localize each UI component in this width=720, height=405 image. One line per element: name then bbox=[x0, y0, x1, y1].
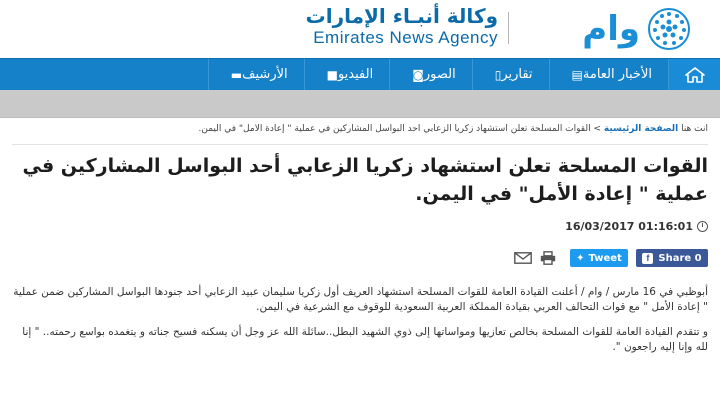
nav-item-label: الفيديو bbox=[337, 67, 374, 82]
logo[interactable] bbox=[582, 6, 692, 52]
article-paragraph: و تتقدم القيادة العامة للقوات المسلحة بخالص تعازيها ومواساتها إلى ذوي الشهيد البطل..سائلة الله عز وجل أن يسكنه فسيح جناته و يتغمده بواسع رحمته.. " إنا لله وإنا إليه راجعون ". bbox=[22, 326, 708, 353]
main-nav bbox=[0, 58, 720, 90]
sub-nav-bar bbox=[0, 90, 720, 118]
facebook-icon: f bbox=[642, 253, 653, 264]
brand-block[interactable] bbox=[262, 4, 498, 48]
tweet-label: Tweet bbox=[588, 252, 622, 264]
nav-home[interactable] bbox=[668, 59, 720, 90]
nav-item-video[interactable] bbox=[304, 59, 390, 90]
video-icon: ■ bbox=[326, 67, 338, 82]
logo-globe-icon bbox=[646, 6, 692, 52]
clock-icon bbox=[697, 221, 708, 232]
date-text: 16/03/2017 01:16:01 bbox=[565, 220, 693, 233]
nav-item-general-news[interactable] bbox=[549, 59, 668, 90]
print-icon[interactable] bbox=[540, 251, 556, 265]
nav-item-label: الأخبار العامة bbox=[582, 67, 652, 82]
home-icon bbox=[685, 67, 705, 83]
email-icon[interactable] bbox=[514, 252, 532, 264]
header-divider bbox=[508, 12, 509, 44]
nav-item-photos[interactable] bbox=[389, 59, 472, 90]
breadcrumb bbox=[8, 124, 708, 134]
newspaper-icon: ▤ bbox=[571, 67, 583, 82]
breadcrumb-current: القوات المسلحة تعلن استشهاد زكريا الزعابي أحد البواسل المشاركين في عملية " إعادة الأمل" في اليمن. bbox=[198, 124, 591, 134]
facebook-share-button[interactable] bbox=[636, 249, 708, 267]
camera-icon: ◙ bbox=[412, 67, 424, 82]
breadcrumb-prefix: انت هنا bbox=[681, 124, 708, 134]
folder-icon: ▬ bbox=[230, 67, 243, 82]
brand-english-name: Emirates News Agency bbox=[313, 28, 498, 47]
article-date bbox=[565, 220, 708, 233]
nav-item-reports[interactable] bbox=[472, 59, 549, 90]
facebook-share-label: Share 0 bbox=[658, 252, 702, 264]
article-paragraph: أبوظبي في 16 مارس / وام / أعلنت القيادة العامة للقوات المسلحة استشهاد العريف أول زكريا سليمان عبيد الزعابي أحد جنودها البواسل المشاركين ضمن عملية " إعادة الأمل " مع قوات التحالف العربي بقيادة المملكة العربية السعودية للوقوف مع الشرعية في اليمن. bbox=[13, 286, 708, 313]
nav-item-label: تقارير bbox=[501, 67, 533, 82]
breadcrumb-separator: > bbox=[593, 124, 602, 134]
nav-item-label: الصور bbox=[423, 67, 456, 82]
tweet-button[interactable] bbox=[570, 249, 628, 267]
nav-item-label: الأرشيف bbox=[242, 67, 288, 82]
breadcrumb-home-link[interactable]: الصفحة الرئيسية bbox=[603, 124, 679, 134]
brand-arabic-name: وكالة أنبـاء الإمارات bbox=[305, 4, 498, 28]
divider bbox=[12, 144, 708, 145]
logo-text: وام bbox=[582, 9, 640, 49]
site-header bbox=[0, 0, 720, 58]
twitter-icon: ✦ bbox=[576, 252, 585, 264]
nav-item-archive[interactable] bbox=[208, 59, 304, 90]
document-icon: ▯ bbox=[494, 67, 502, 82]
article-body bbox=[8, 285, 708, 365]
article-title: القوات المسلحة تعلن استشهاد زكريا الزعابي أحد البواسل المشاركين في عملية " إعادة الأمل" في اليمن. bbox=[22, 155, 708, 205]
